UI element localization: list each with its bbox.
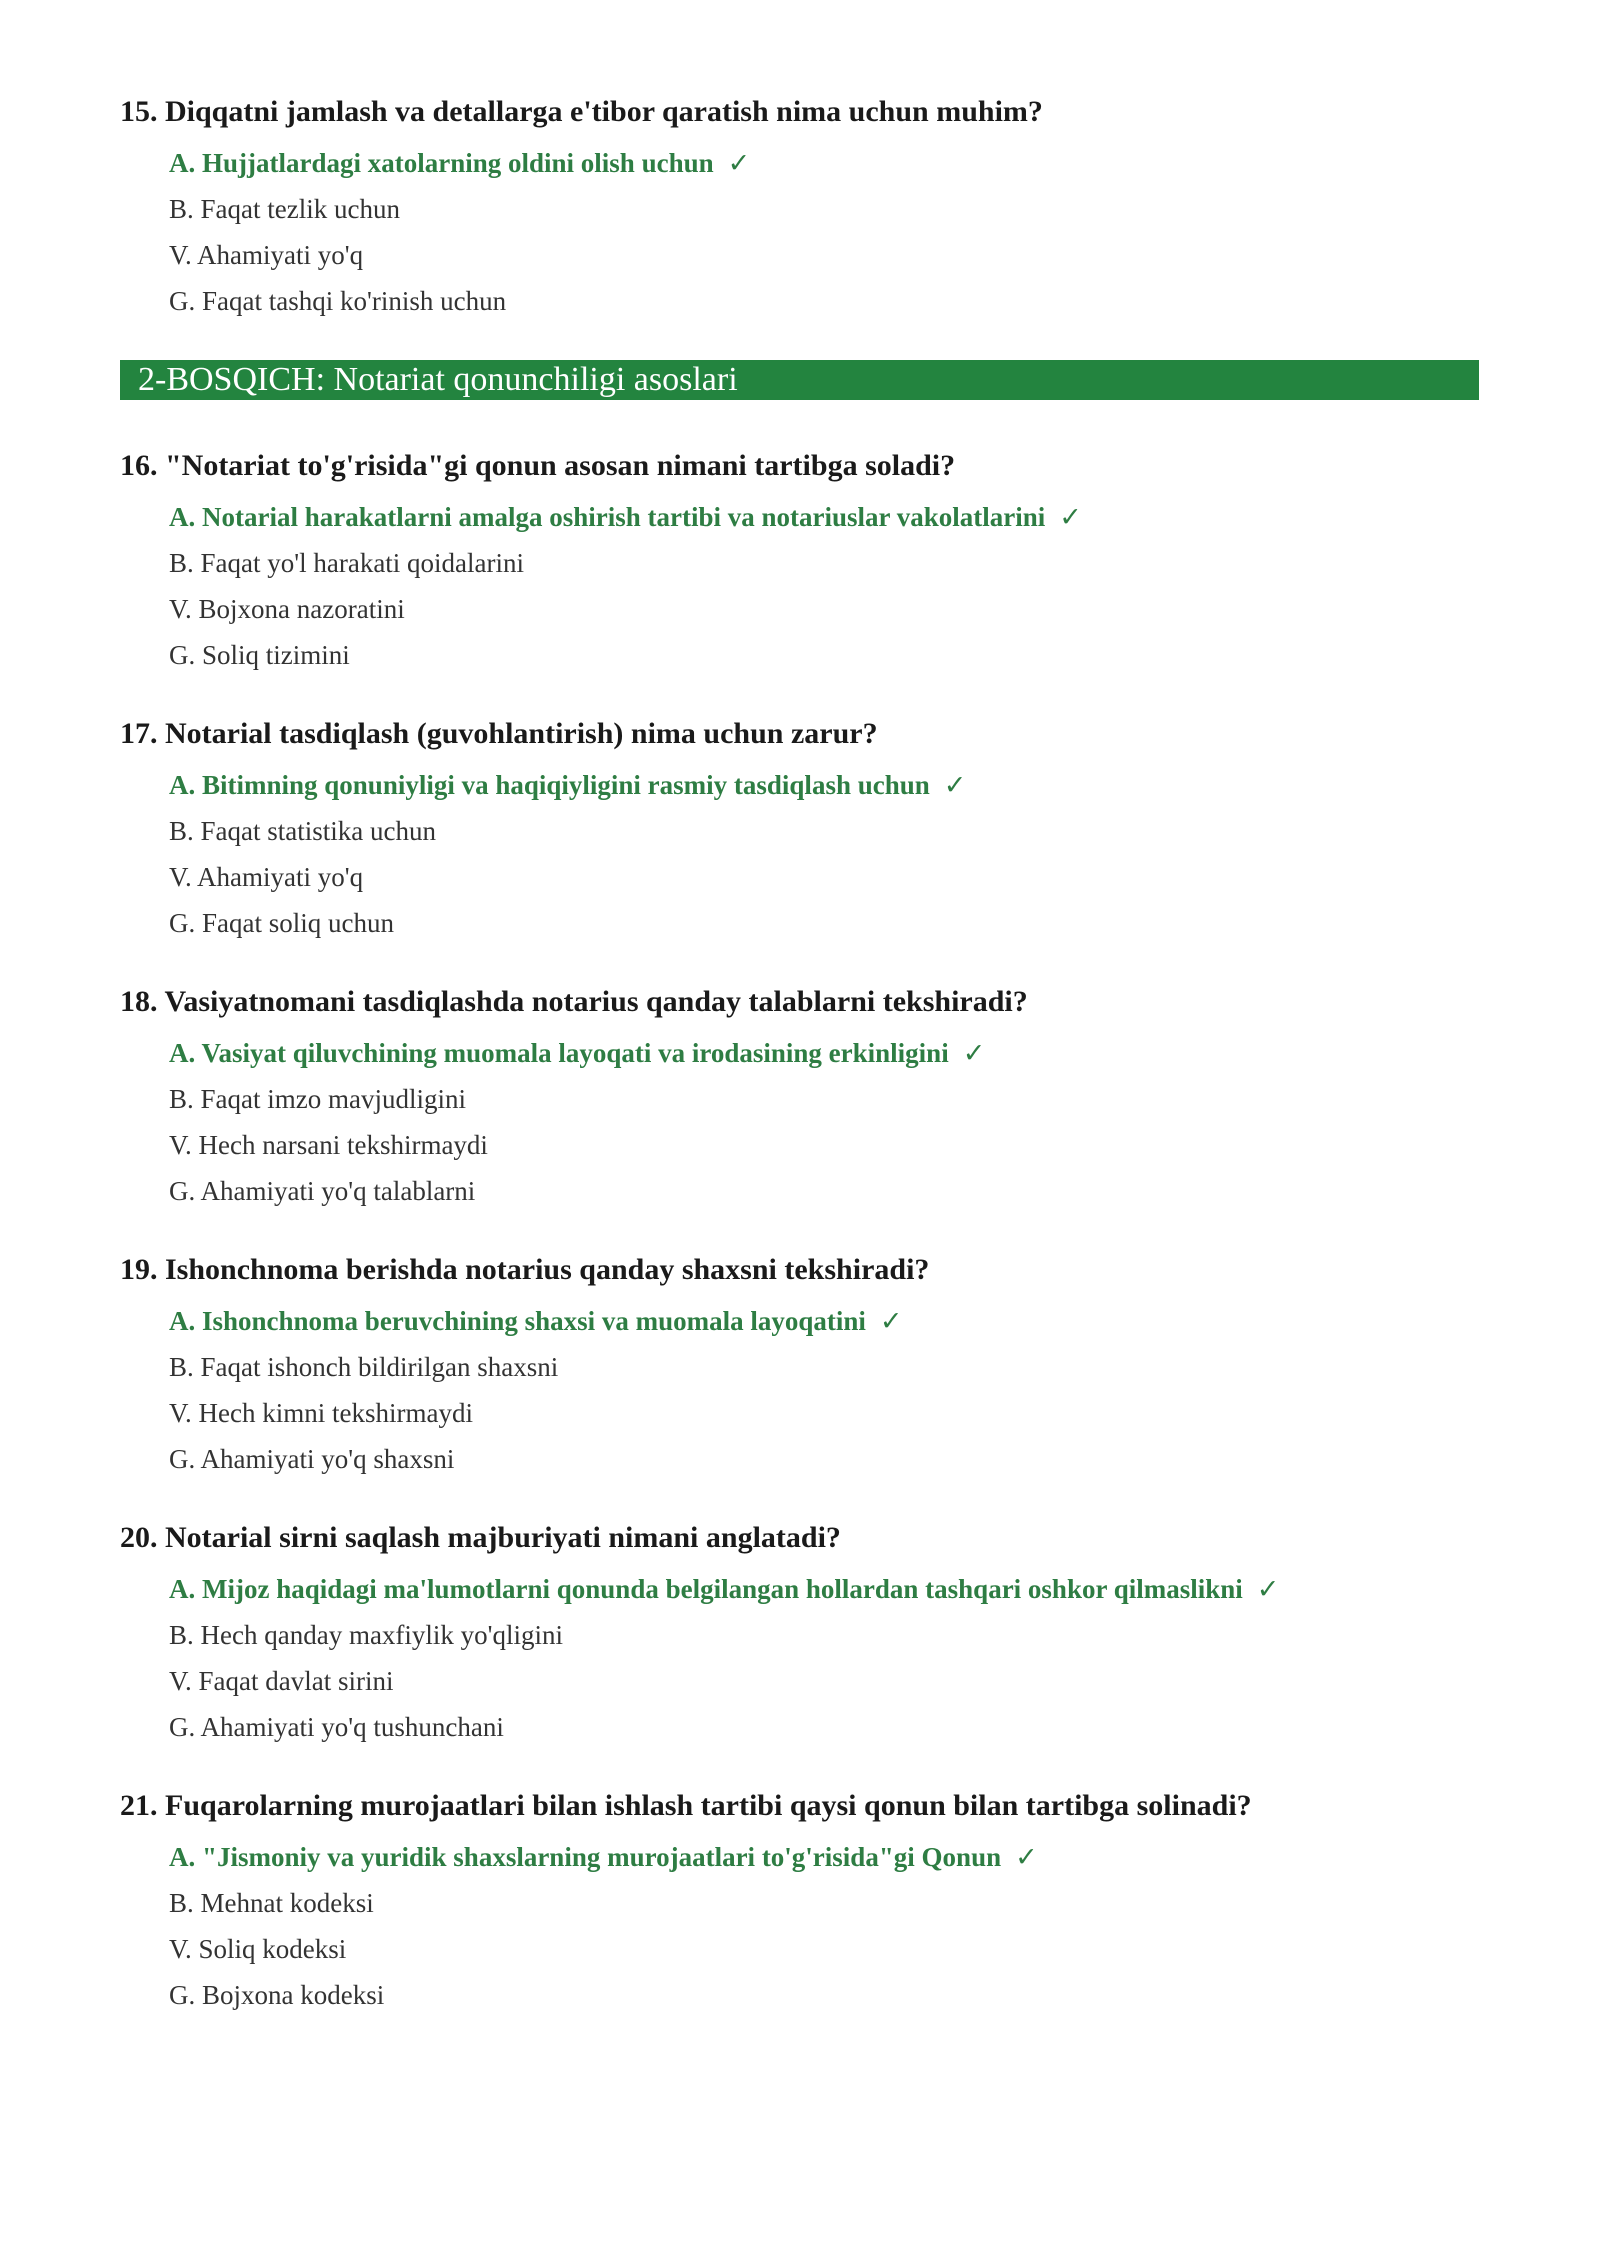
option: G. Ahamiyati yo'q talablarni <box>169 1176 476 1206</box>
option: G. Ahamiyati yo'q shaxsni <box>169 1444 455 1474</box>
option-label: A. Hujjatlardagi xatolarning oldini olish uchun <box>169 148 714 178</box>
option: B. Faqat yo'l harakati qoidalarini <box>169 548 525 578</box>
question-20: 20. Notarial sirni saqlash majburiyati nimani anglatadi? <box>120 1521 841 1554</box>
question-21: 21. Fuqarolarning murojaatlari bilan ishlash tartibi qaysi qonun bilan tartibga solinadi? <box>120 1789 1252 1822</box>
option: B. Faqat ishonch bildirilgan shaxsni <box>169 1352 559 1382</box>
question-block-19 <box>120 1250 1480 1482</box>
check-icon: ✓ <box>1256 1574 1280 1604</box>
option: B. Faqat tezlik uchun <box>169 194 400 224</box>
option-label: A. Bitimning qonuniyligi va haqiqiyligini rasmiy tasdiqlash uchun <box>169 770 930 800</box>
option: B. Hech qanday maxfiylik yo'qligini <box>169 1620 564 1650</box>
option-correct <box>169 1030 1480 1076</box>
option: V. Faqat davlat sirini <box>169 1666 394 1696</box>
question-block-17 <box>120 714 1480 946</box>
check-icon: ✓ <box>879 1306 903 1336</box>
option: G. Faqat tashqi ko'rinish uchun <box>169 286 507 316</box>
check-icon: ✓ <box>962 1038 986 1068</box>
section-header: 2-BOSQICH: Notariat qonunchiligi asoslari <box>120 360 1479 400</box>
option: V. Ahamiyati yo'q <box>169 240 364 270</box>
options-20 <box>120 1566 1480 1750</box>
option-correct <box>169 762 1480 808</box>
options-15 <box>120 140 1480 324</box>
question-15: 15. Diqqatni jamlash va detallarga e'tibor qaratish nima uchun muhim? <box>120 95 1043 128</box>
option: B. Faqat statistika uchun <box>169 816 436 846</box>
option-label: A. Mijoz haqidagi ma'lumotlarni qonunda belgilangan hollardan tashqari oshkor qilmaslikni <box>169 1574 1243 1604</box>
options-21 <box>120 1834 1480 2018</box>
option: V. Soliq kodeksi <box>169 1934 347 1964</box>
option-label: A. Vasiyat qiluvchining muomala layoqati va irodasining erkinligini <box>169 1038 949 1068</box>
option-correct <box>169 1834 1480 1880</box>
options-17 <box>120 762 1480 946</box>
option: G. Faqat soliq uchun <box>169 908 394 938</box>
question-block-15 <box>120 92 1480 324</box>
options-18 <box>120 1030 1480 1214</box>
option-label: A. "Jismoniy va yuridik shaxslarning murojaatlari to'g'risida"gi Qonun <box>169 1842 1002 1872</box>
option: B. Mehnat kodeksi <box>169 1888 374 1918</box>
option-correct <box>169 140 1480 186</box>
check-icon: ✓ <box>1015 1842 1038 1872</box>
option: V. Hech kimni tekshirmaydi <box>169 1398 473 1428</box>
question-block-21 <box>120 1786 1480 2018</box>
option: G. Bojxona kodeksi <box>169 1980 385 2010</box>
options-16 <box>120 494 1480 678</box>
check-icon: ✓ <box>943 770 967 800</box>
question-17: 17. Notarial tasdiqlash (guvohlantirish) nima uchun zarur? <box>120 717 878 750</box>
option: V. Bojxona nazoratini <box>169 594 405 624</box>
check-icon: ✓ <box>727 148 751 178</box>
option: V. Ahamiyati yo'q <box>169 862 364 892</box>
option: G. Ahamiyati yo'q tushunchani <box>169 1712 504 1742</box>
question-16: 16. "Notariat to'g'risida"gi qonun asosan nimani tartibga soladi? <box>120 449 956 482</box>
option: V. Hech narsani tekshirmaydi <box>169 1130 488 1160</box>
options-19 <box>120 1298 1480 1482</box>
option-correct <box>169 1566 1480 1612</box>
question-18: 18. Vasiyatnomani tasdiqlashda notarius qanday talablarni tekshiradi? <box>120 985 1028 1018</box>
option-correct <box>169 1298 1480 1344</box>
check-icon: ✓ <box>1059 502 1082 532</box>
question-block-18 <box>120 982 1480 1214</box>
option-correct <box>169 494 1480 540</box>
option: B. Faqat imzo mavjudligini <box>169 1084 466 1114</box>
option: G. Soliq tizimini <box>169 640 350 670</box>
question-block-16 <box>120 446 1480 678</box>
option-label: A. Notarial harakatlarni amalga oshirish tartibi va notariuslar vakolatlarini <box>169 502 1046 532</box>
question-19: 19. Ishonchnoma berishda notarius qanday shaxsni tekshiradi? <box>120 1253 930 1286</box>
question-block-20 <box>120 1518 1480 1750</box>
option-label: A. Ishonchnoma beruvchining shaxsi va muomala layoqatini <box>169 1306 866 1336</box>
